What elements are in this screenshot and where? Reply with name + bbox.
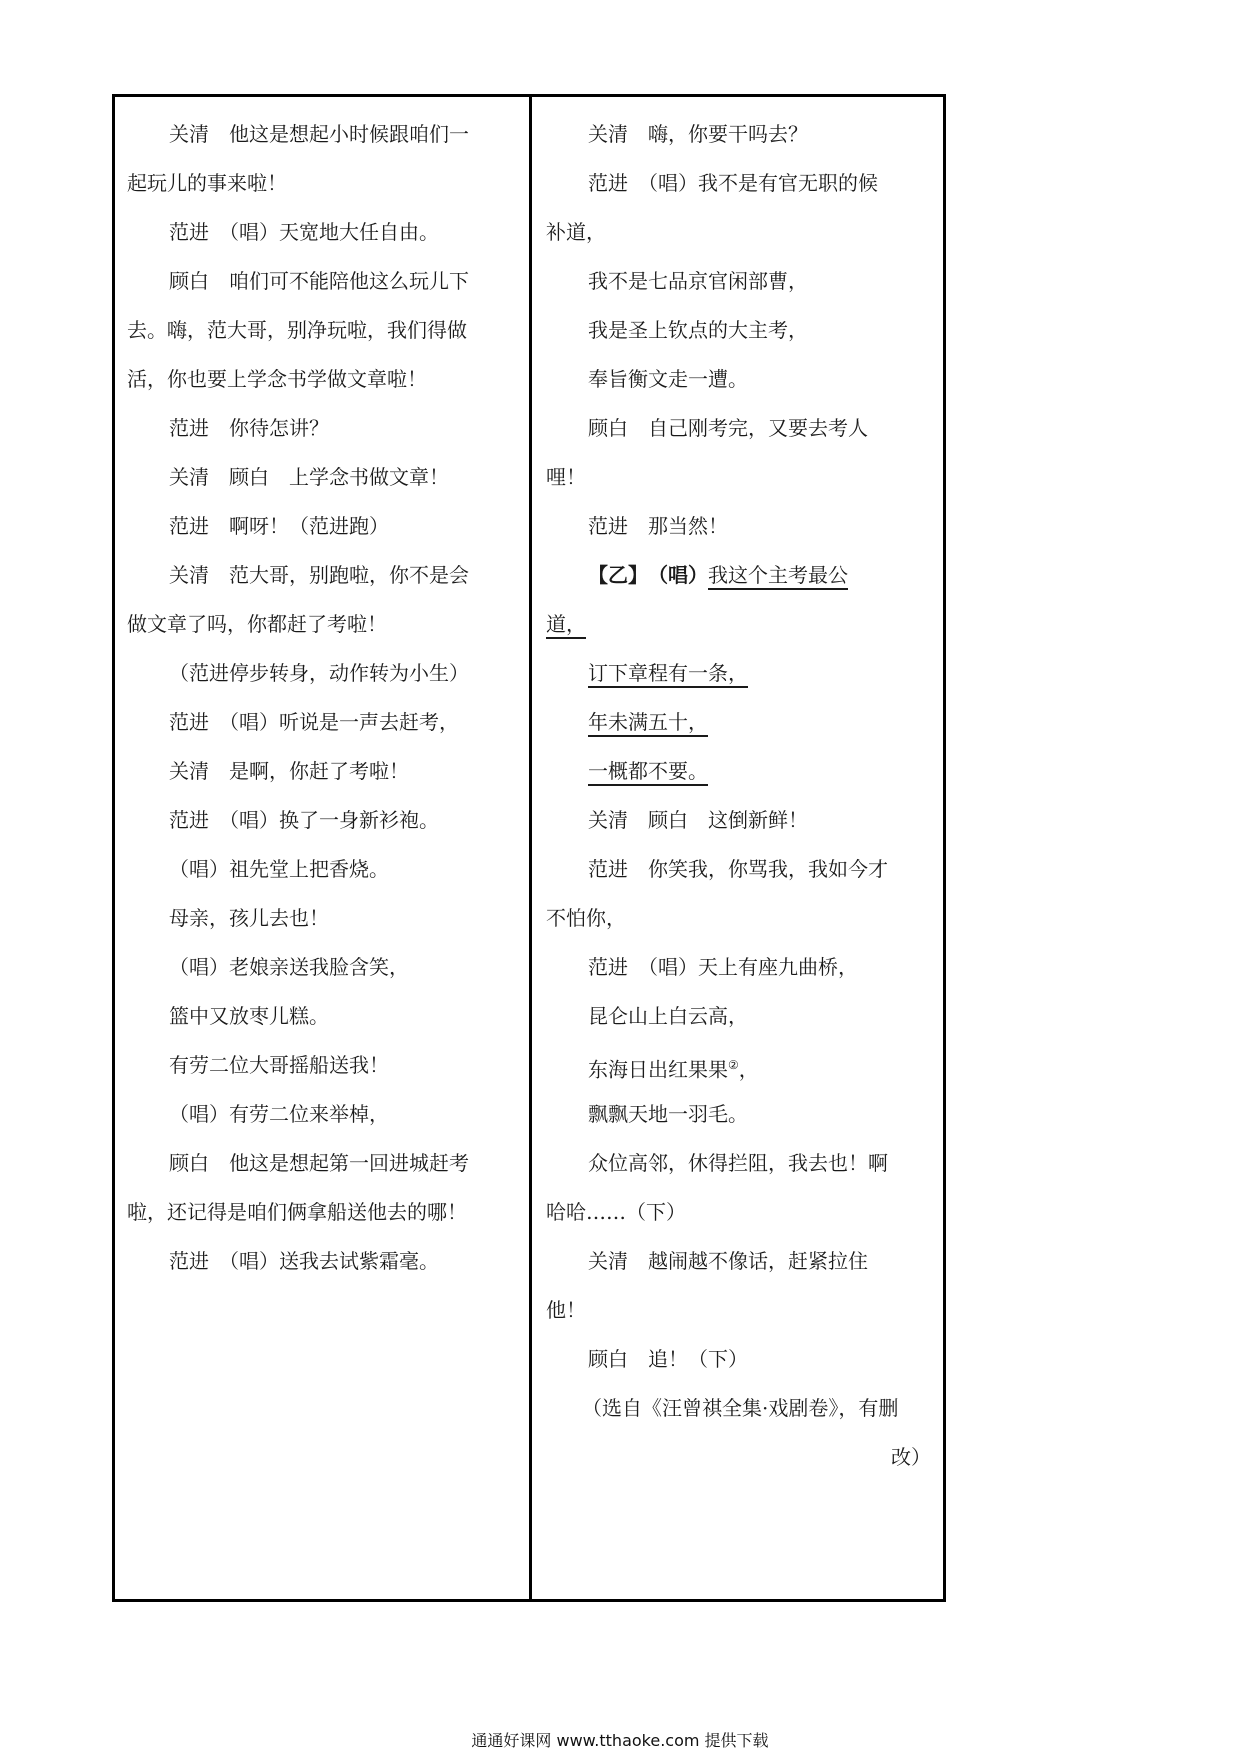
script-line: 范进 那当然！ — [588, 514, 728, 538]
script-line: 范进 （唱）天宽地大任自由。 — [169, 220, 439, 244]
script-line: 关清 范大哥，别跑啦，你不是会 — [169, 563, 469, 587]
script-line: （唱）有劳二位来举棹， — [169, 1102, 389, 1126]
source-citation: （选自《汪曾祺全集·戏剧卷》，有删 — [582, 1396, 899, 1420]
script-line: 关清 顾白 这倒新鲜！ — [588, 808, 808, 832]
left-column — [127, 111, 522, 1287]
script-line: 顾白 追！（下） — [588, 1347, 748, 1371]
script-line: 我是圣上钦点的大主考， — [588, 318, 808, 342]
script-line-with-footnote — [546, 1042, 941, 1091]
line-punctuation: ， — [738, 1057, 759, 1082]
script-line: 顾白 自己刚考完，又要去考人 — [588, 416, 868, 440]
script-line: 范进 你待怎讲？ — [169, 416, 329, 440]
underlined-text: 年未满五十， — [588, 710, 708, 734]
script-line: 母亲，孩儿去也！ — [169, 906, 329, 930]
script-line: 范进 （唱）送我去试紫霜毫。 — [169, 1249, 439, 1273]
script-line: 关清 越闹越不像话，赶紧拉住 — [588, 1249, 868, 1273]
line-text: 东海日出红果果 — [588, 1057, 728, 1082]
column-divider — [529, 97, 532, 1599]
underlined-passage-line — [546, 748, 941, 797]
script-line: 范进 （唱）天上有座九曲桥， — [588, 955, 858, 979]
script-line: 关清 他这是想起小时候跟咱们一 — [169, 122, 469, 146]
script-line: 范进 你笑我，你骂我，我如今才 — [588, 857, 888, 881]
underlined-text: 道， — [546, 612, 586, 636]
script-line: 关清 顾白 上学念书做文章！ — [169, 465, 449, 489]
script-line: 关清 嗨，你要干吗去？ — [588, 122, 808, 146]
script-line: 做文章了吗，你都赶了考啦！ — [127, 612, 387, 636]
two-column-table — [112, 94, 946, 1602]
script-line: 昆仑山上白云高， — [588, 1004, 748, 1028]
page-footer: 通通好课网 www.tthaoke.com 提供下载 — [471, 1731, 769, 1750]
source-citation-end: 改） — [891, 1445, 931, 1469]
script-line: 补道， — [546, 220, 606, 244]
script-line: 他！ — [546, 1298, 586, 1322]
underlined-passage-line — [546, 601, 941, 650]
script-line: 我不是七品京官闲部曹， — [588, 269, 808, 293]
script-line: 有劳二位大哥摇船送我！ — [169, 1053, 389, 1077]
script-line: 飘飘天地一羽毛。 — [588, 1102, 748, 1126]
script-line: 范进 （唱）听说是一声去赶考， — [169, 710, 459, 734]
underlined-text: 我这个主考最公 — [708, 563, 848, 587]
script-line: 啦，还记得是咱们俩拿船送他去的哪！ — [127, 1200, 467, 1224]
script-line: 范进 （唱）我不是有官无职的候 — [588, 171, 878, 195]
script-line: 顾白 咱们可不能陪他这么玩儿下 — [169, 269, 469, 293]
underlined-text: 订下章程有一条， — [588, 661, 748, 685]
script-line: 去。嗨，范大哥，别净玩啦，我们得做 — [127, 318, 467, 342]
script-line: 范进 啊呀！（范进跑） — [169, 514, 389, 538]
script-line: （唱）老娘亲送我脸含笑， — [169, 955, 409, 979]
script-line: 范进 （唱）换了一身新衫袍。 — [169, 808, 439, 832]
underlined-passage-line — [546, 552, 941, 601]
script-line: 篮中又放枣儿糕。 — [169, 1004, 329, 1028]
script-line: 哩！ — [546, 465, 586, 489]
script-line: 顾白 他这是想起第一回进城赶考 — [169, 1151, 469, 1175]
script-line: 众位高邻，休得拦阻，我去也！啊 — [588, 1151, 888, 1175]
underlined-passage-line — [546, 699, 941, 748]
script-line: 奉旨衡文走一遭。 — [588, 367, 748, 391]
script-line: 哈哈……（下） — [546, 1200, 686, 1224]
right-column — [546, 111, 941, 1483]
underlined-passage-line — [546, 650, 941, 699]
script-line: 关清 是啊，你赶了考啦！ — [169, 759, 409, 783]
script-line: 活，你也要上学念书学做文章啦！ — [127, 367, 427, 391]
stage-direction: （范进停步转身，动作转为小生） — [169, 661, 469, 685]
footnote-marker: ② — [728, 1058, 739, 1072]
passage-marker: 【乙】 （唱） — [588, 563, 708, 587]
script-line: 起玩儿的事来啦！ — [127, 171, 287, 195]
script-line: （唱）祖先堂上把香烧。 — [169, 857, 389, 881]
underlined-text: 一概都不要。 — [588, 759, 708, 783]
script-line: 不怕你， — [546, 906, 626, 930]
